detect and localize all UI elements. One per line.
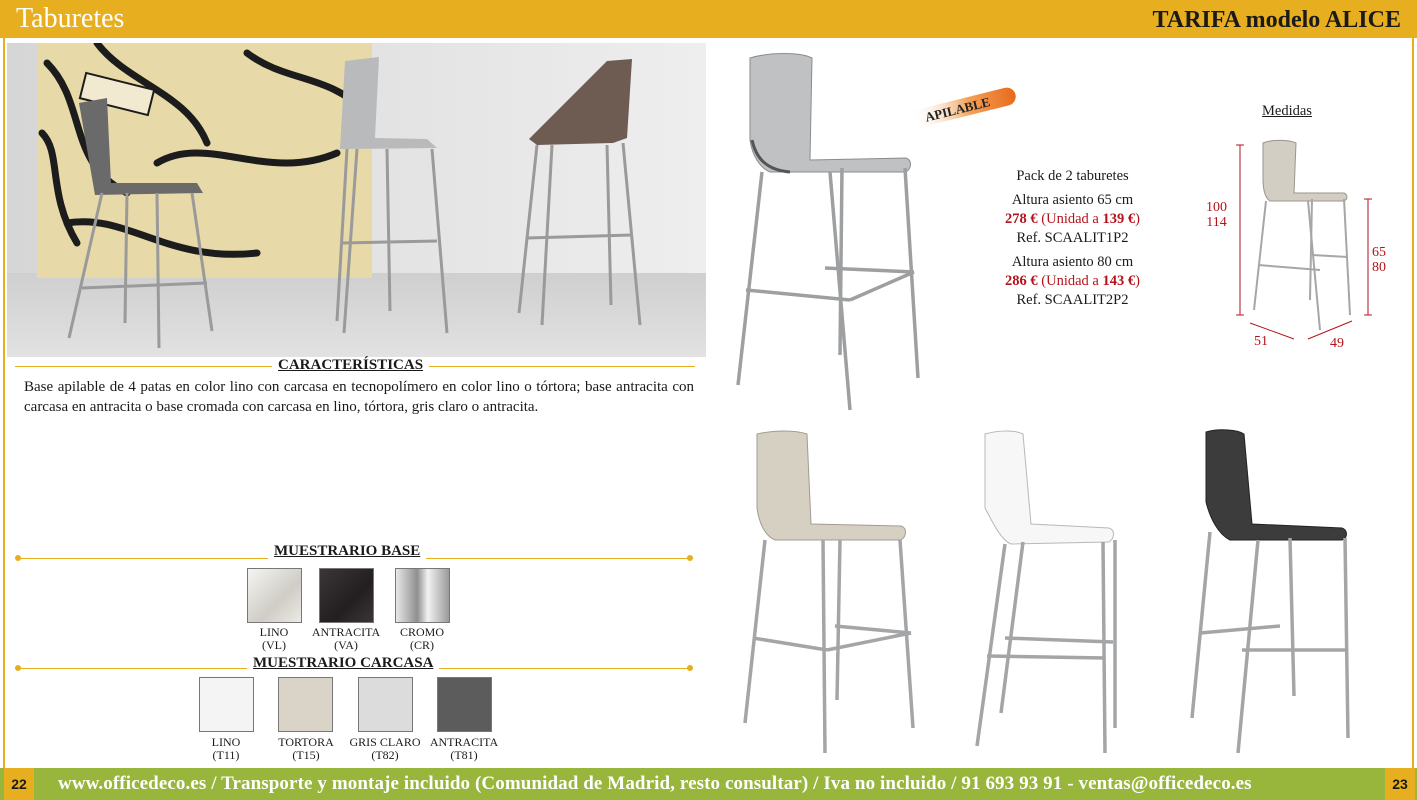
price-option-2: 286 € (Unidad a 143 €) <box>1005 273 1140 289</box>
features-description: Base apilable de 4 patas en color lino con carcasa en tecnopolímero en color lino o tórtora; base antracita con carcasa en antracita o base cromada con carcasa en lino, tórtora, gris claro o antracita. <box>24 379 694 415</box>
rule-dot <box>687 555 693 561</box>
dim-width: 49 <box>1330 336 1344 351</box>
apilable-badge <box>910 88 1020 126</box>
lifestyle-photo <box>7 43 706 357</box>
features-heading: CARACTERÍSTICAS <box>272 357 429 374</box>
ref-option-2: Ref. SCAALIT2P2 <box>1016 292 1129 308</box>
pack-label: Pack de 2 taburetes <box>1016 168 1129 184</box>
rule-dot <box>15 665 21 671</box>
price-option-1: 278 € (Unidad a 139 €) <box>1005 211 1140 227</box>
swatch-base-lino <box>247 568 302 623</box>
measures-title: Medidas <box>1262 103 1312 119</box>
swatch-shell-antracita <box>437 677 492 732</box>
stool-image-antracita <box>1180 428 1380 758</box>
model-title: TARIFA modelo ALICE <box>1152 7 1401 33</box>
swatch-shell-gris-claro <box>358 677 413 732</box>
stool-image-white <box>965 428 1165 758</box>
swatch-base-cromo <box>395 568 450 623</box>
page-number-right: 23 <box>1385 768 1415 800</box>
base-label-lino: LINO (VL) <box>259 625 289 652</box>
shell-label-lino: LINO (T11) <box>211 735 241 762</box>
swatch-shell-lino <box>199 677 254 732</box>
height-option-2: Altura asiento 80 cm <box>1011 254 1134 270</box>
base-label-cromo: CROMO (CR) <box>399 625 444 652</box>
footer-contact-text: www.officedeco.es / Transporte y montaje incluido (Comunidad de Madrid, resto consultar) / Iva no incluido / 91 693 93 91 - ventas@officedeco.es <box>58 773 1252 794</box>
stool-image-tortora <box>735 428 935 758</box>
page-number-left: 22 <box>4 768 34 800</box>
ref-option-1: Ref. SCAALIT1P2 <box>1016 230 1129 246</box>
dim-seat-height: 65 80 <box>1372 245 1386 275</box>
height-option-1: Altura asiento 65 cm <box>1011 192 1134 208</box>
swatch-shell-tortora <box>278 677 333 732</box>
rule-dot <box>15 555 21 561</box>
dim-depth: 51 <box>1254 334 1268 349</box>
shell-label-tortora: TORTORA (T15) <box>278 735 334 762</box>
shell-label-antracita: ANTRACITA (T81) <box>429 735 499 762</box>
base-label-antracita: ANTRACITA (VA) <box>311 625 381 652</box>
shell-label-gris-claro: GRIS CLARO (T82) <box>349 735 421 762</box>
badge-label: APILABLE <box>923 94 992 125</box>
swatch-base-antracita <box>319 568 374 623</box>
rule-dot <box>687 665 693 671</box>
shell-samples-heading: MUESTRARIO CARCASA <box>247 655 439 672</box>
base-samples-heading: MUESTRARIO BASE <box>268 543 426 560</box>
dim-total-height: 100 114 <box>1206 200 1227 230</box>
section-title: Taburetes <box>16 3 125 34</box>
pricing-block <box>990 167 1155 310</box>
stool-image-grey <box>730 50 930 420</box>
